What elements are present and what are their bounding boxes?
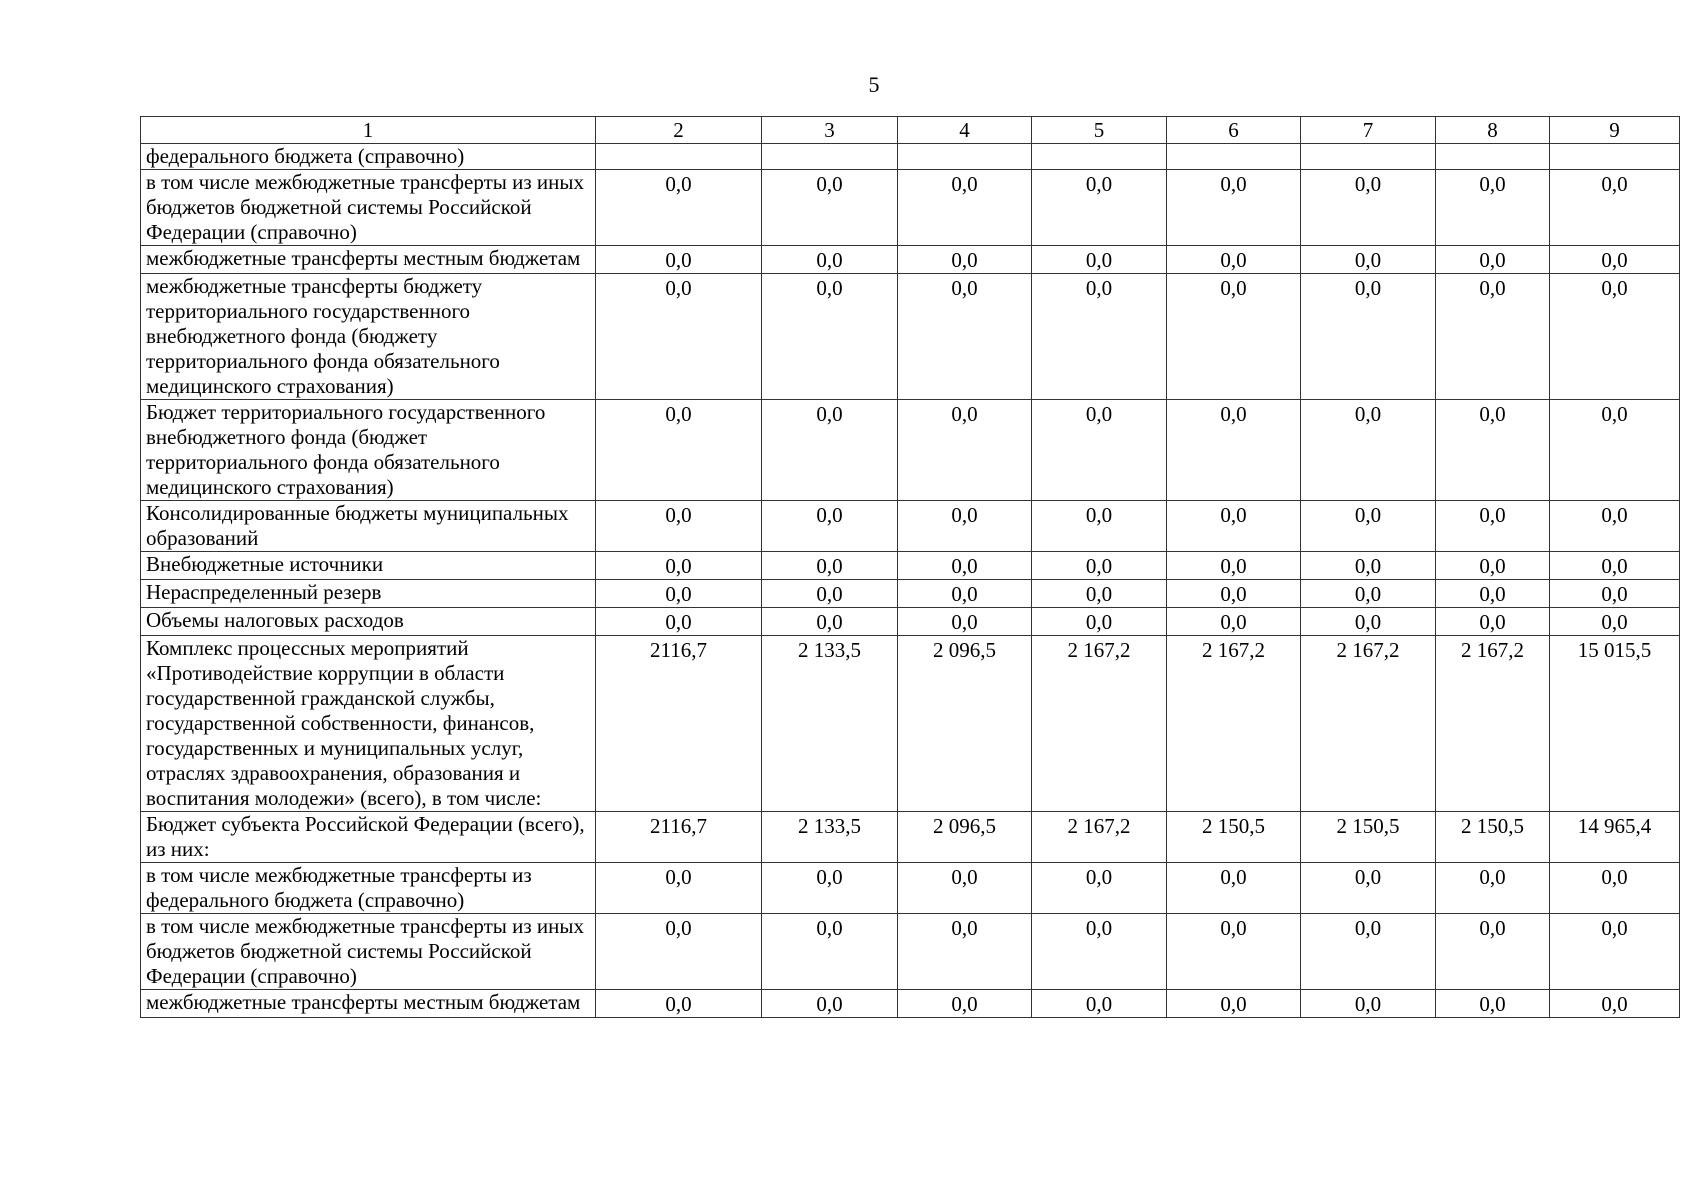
header-row [141,117,1680,144]
table-row [141,990,1680,1018]
value-cell [1550,144,1680,170]
table-row [141,914,1680,990]
row-label: в том числе межбюджетные трансферты из иных бюджетов бюджетной системы Российской Федерации (справочно) [141,914,596,990]
value-cell: 0,0 [1436,608,1550,636]
value-cell: 0,0 [1167,552,1301,580]
value-cell: 0,0 [596,246,762,274]
value-cell: 0,0 [1436,170,1550,246]
column-header-9: 9 [1550,117,1680,144]
column-header-6: 6 [1167,117,1301,144]
value-cell: 0,0 [898,580,1032,608]
value-cell: 2 150,5 [1167,812,1301,863]
value-cell [596,144,762,170]
value-cell: 0,0 [762,501,898,552]
value-cell: 2 167,2 [1167,636,1301,812]
value-cell: 2116,7 [596,636,762,812]
value-cell: 0,0 [1167,580,1301,608]
value-cell: 0,0 [1301,400,1436,501]
value-cell: 0,0 [898,552,1032,580]
value-cell: 0,0 [762,914,898,990]
row-label: Бюджет территориального государственного внебюджетного фонда (бюджет территориального фонда обязательного медицинского страхования) [141,400,596,501]
row-label: Бюджет субъекта Российской Федерации (всего), из них: [141,812,596,863]
value-cell [1436,144,1550,170]
value-cell: 0,0 [898,990,1032,1018]
value-cell: 0,0 [1032,914,1167,990]
value-cell: 0,0 [1550,580,1680,608]
row-label: в том числе межбюджетные трансферты из федерального бюджета (справочно) [141,863,596,914]
table-row [141,580,1680,608]
column-header-8: 8 [1436,117,1550,144]
value-cell: 0,0 [898,863,1032,914]
value-cell: 0,0 [1436,246,1550,274]
value-cell: 0,0 [1032,246,1167,274]
table-body [141,144,1680,1018]
column-header-3: 3 [762,117,898,144]
row-label: Объемы налоговых расходов [141,608,596,636]
value-cell: 0,0 [1032,863,1167,914]
value-cell: 2116,7 [596,812,762,863]
value-cell: 0,0 [1301,608,1436,636]
value-cell: 0,0 [1436,990,1550,1018]
table-row [141,552,1680,580]
value-cell: 0,0 [1550,170,1680,246]
value-cell: 0,0 [596,170,762,246]
value-cell: 0,0 [1167,914,1301,990]
row-label: Внебюджетные источники [141,552,596,580]
value-cell: 0,0 [1167,246,1301,274]
value-cell: 0,0 [762,863,898,914]
value-cell: 0,0 [1436,914,1550,990]
value-cell: 0,0 [1301,274,1436,400]
value-cell: 0,0 [596,990,762,1018]
value-cell: 2 133,5 [762,812,898,863]
value-cell: 2 167,2 [1301,636,1436,812]
value-cell: 2 167,2 [1032,812,1167,863]
value-cell [1032,144,1167,170]
value-cell: 0,0 [1032,501,1167,552]
value-cell: 0,0 [762,990,898,1018]
value-cell: 0,0 [898,246,1032,274]
value-cell: 0,0 [1436,400,1550,501]
value-cell: 2 167,2 [1436,636,1550,812]
value-cell: 0,0 [1032,580,1167,608]
value-cell: 0,0 [596,608,762,636]
value-cell: 2 167,2 [1032,636,1167,812]
value-cell: 0,0 [762,608,898,636]
value-cell: 0,0 [762,246,898,274]
row-label: Нераспределенный резерв [141,580,596,608]
row-label: межбюджетные трансферты местным бюджетам [141,990,596,1018]
value-cell: 0,0 [762,400,898,501]
value-cell: 0,0 [762,274,898,400]
value-cell: 0,0 [596,914,762,990]
value-cell: 0,0 [1032,608,1167,636]
table-row [141,863,1680,914]
row-label: Комплекс процессных мероприятий «Противодействие коррупции в области государственной гражданской службы, государственной собственности, финансов, государственных и муниципальных услуг, отраслях здравоохранения, образования и воспитания молодежи» (всего), в том числе: [141,636,596,812]
value-cell: 0,0 [1550,863,1680,914]
value-cell: 0,0 [1167,990,1301,1018]
column-header-7: 7 [1301,117,1436,144]
table-row [141,170,1680,246]
value-cell: 2 133,5 [762,636,898,812]
value-cell: 0,0 [1550,501,1680,552]
value-cell: 0,0 [1550,990,1680,1018]
column-header-4: 4 [898,117,1032,144]
value-cell: 0,0 [1550,400,1680,501]
value-cell: 0,0 [762,552,898,580]
value-cell: 14 965,4 [1550,812,1680,863]
value-cell: 0,0 [1550,246,1680,274]
value-cell: 0,0 [1167,608,1301,636]
table-row [141,501,1680,552]
page-number: 5 [868,72,880,97]
table-row [141,608,1680,636]
value-cell: 0,0 [596,501,762,552]
value-cell: 0,0 [1301,170,1436,246]
row-label: межбюджетные трансферты бюджету территориального государственного внебюджетного фонда (бюджету территориального фонда обязательного медицинского страхования) [141,274,596,400]
value-cell: 0,0 [1167,274,1301,400]
value-cell [1301,144,1436,170]
value-cell: 0,0 [898,400,1032,501]
column-header-1: 1 [141,117,596,144]
value-cell: 0,0 [1167,170,1301,246]
value-cell: 0,0 [1436,274,1550,400]
value-cell: 0,0 [898,914,1032,990]
value-cell: 0,0 [1167,400,1301,501]
value-cell: 0,0 [596,552,762,580]
value-cell: 0,0 [1032,552,1167,580]
table-row [141,144,1680,170]
value-cell: 0,0 [596,863,762,914]
value-cell: 0,0 [1032,274,1167,400]
value-cell: 0,0 [596,274,762,400]
value-cell: 0,0 [1301,863,1436,914]
value-cell: 0,0 [1301,580,1436,608]
value-cell: 0,0 [1436,580,1550,608]
value-cell: 0,0 [1436,863,1550,914]
value-cell: 2 096,5 [898,636,1032,812]
value-cell: 0,0 [898,170,1032,246]
value-cell: 0,0 [596,580,762,608]
value-cell: 2 150,5 [1436,812,1550,863]
value-cell: 0,0 [762,170,898,246]
value-cell: 15 015,5 [1550,636,1680,812]
value-cell: 0,0 [1032,400,1167,501]
row-label: Консолидированные бюджеты муниципальных образований [141,501,596,552]
value-cell: 0,0 [1301,552,1436,580]
value-cell: 0,0 [1550,914,1680,990]
table-row [141,400,1680,501]
value-cell: 0,0 [1301,914,1436,990]
value-cell: 2 150,5 [1301,812,1436,863]
value-cell: 0,0 [1301,501,1436,552]
table-row [141,812,1680,863]
value-cell: 0,0 [898,608,1032,636]
row-label: федерального бюджета (справочно) [141,144,596,170]
value-cell: 0,0 [1436,552,1550,580]
value-cell [898,144,1032,170]
column-header-2: 2 [596,117,762,144]
table-row [141,636,1680,812]
value-cell: 0,0 [1032,170,1167,246]
value-cell: 0,0 [1301,990,1436,1018]
value-cell: 0,0 [1436,501,1550,552]
table-row [141,246,1680,274]
value-cell: 0,0 [1550,608,1680,636]
row-label: в том числе межбюджетные трансферты из иных бюджетов бюджетной системы Российской Федерации (справочно) [141,170,596,246]
column-header-5: 5 [1032,117,1167,144]
budget-table [140,116,1680,1018]
value-cell [1167,144,1301,170]
value-cell: 0,0 [596,400,762,501]
value-cell: 0,0 [898,501,1032,552]
value-cell: 0,0 [762,580,898,608]
value-cell: 0,0 [1167,863,1301,914]
table-row [141,274,1680,400]
value-cell: 0,0 [1550,552,1680,580]
value-cell: 2 096,5 [898,812,1032,863]
value-cell: 0,0 [1301,246,1436,274]
value-cell: 0,0 [898,274,1032,400]
value-cell [762,144,898,170]
row-label: межбюджетные трансферты местным бюджетам [141,246,596,274]
value-cell: 0,0 [1167,501,1301,552]
value-cell: 0,0 [1550,274,1680,400]
value-cell: 0,0 [1032,990,1167,1018]
